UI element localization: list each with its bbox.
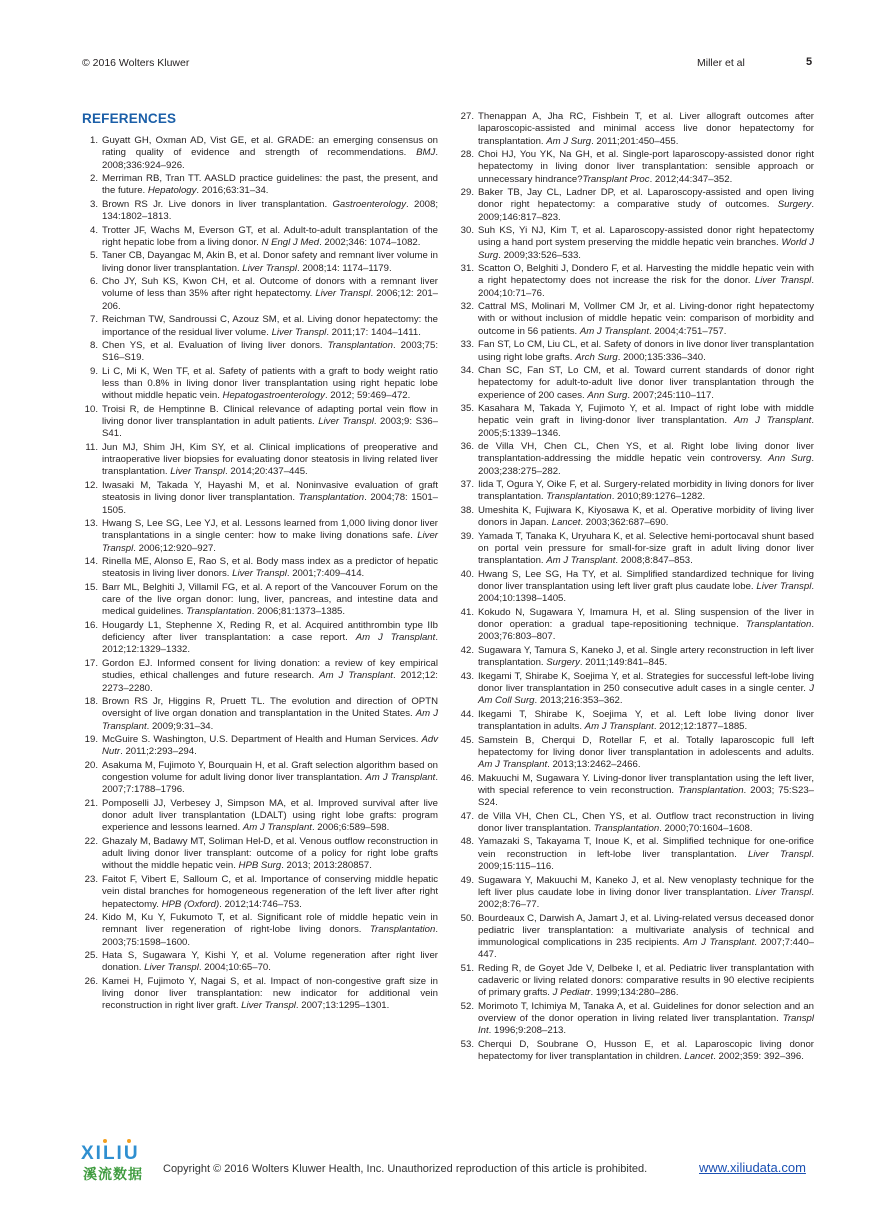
reference-item: [458, 263, 814, 300]
reference-text: Chen YS, et al. Evaluation of living liver donors.: [102, 340, 328, 352]
reference-item: [82, 518, 438, 555]
reference-number: 47.: [460, 810, 474, 822]
reference-number: 42.: [460, 644, 474, 656]
reference-number: 10.: [84, 403, 98, 415]
reference-item: [458, 607, 814, 644]
reference-item: [82, 276, 438, 313]
reference-citation: . 2008; 134:1802–1813.: [102, 198, 438, 223]
reference-item: [82, 340, 438, 365]
reference-citation: . 2006;81:1373–1385.: [251, 606, 346, 618]
reference-text: Samstein B, Cherqui D, Rotellar F, et al. Totally laparoscopic full left hepatectomy for living donor liver transplantation in adolescents and adults.: [478, 734, 814, 758]
reference-item: [82, 658, 438, 695]
reference-journal: J Am Coll Surg: [478, 683, 814, 707]
reference-number: 21.: [84, 797, 98, 809]
reference-journal: Ann Surg: [768, 453, 812, 465]
reference-text: Hougardy L1, Stephenne X, Reding R, et al. Acquired antithrombin type IIb deficiency after liver transplantation: a case report.: [102, 619, 438, 644]
reference-journal: BMJ: [416, 147, 436, 159]
reference-citation: . 2000;70:1604–1608.: [659, 822, 753, 834]
reference-item: [458, 963, 814, 1000]
reference-journal: Transplantation: [327, 340, 393, 352]
reference-item: [458, 836, 814, 873]
reference-journal: Liver Transpl: [102, 530, 438, 554]
reference-text: Trotter JF, Wachs M, Everson GT, et al. Adult-to-adult transplantation of the right hepatic lobe from a living donor.: [102, 224, 438, 248]
reference-citation: . 2013;13:2462–2466.: [547, 759, 641, 771]
reference-journal: Transplantation: [745, 619, 812, 631]
reference-text: Morimoto T, Ichimiya M, Tanaka A, et al. Guidelines for donor selection and an overview of the donor operation in living related liver transplantation.: [478, 1000, 814, 1025]
reference-citation: . 2001;7:409–414.: [286, 568, 365, 580]
reference-text: Guyatt GH, Oxman AD, Vist GE, et al. GRADE: an emerging consensus on rating quality of evidence and strength of recommendations.: [102, 135, 438, 159]
reference-citation: . 2007;13:1295–1301.: [295, 1000, 390, 1012]
reference-number: 31.: [460, 263, 474, 275]
reference-citation: . 2006;12:920–927.: [133, 542, 216, 554]
reference-item: [458, 365, 814, 402]
reference-item: [82, 798, 438, 835]
reference-citation: . 2009;9:31–34.: [146, 720, 214, 732]
reference-journal: Surgery: [546, 657, 580, 669]
reference-journal: Liver Transpl: [318, 416, 374, 428]
reference-citation: . 2004;78: 1501–1505.: [102, 492, 438, 516]
reference-citation: . 1996;9:208–213.: [488, 1025, 567, 1037]
reference-item: [82, 620, 438, 657]
reference-text: Yamazaki S, Takayama T, Inoue K, et al. Simplified technique for one-orifice vein reconstruction in left-lobe liver transplantation.: [478, 836, 814, 860]
reference-citation: . 1999;134:280–286.: [590, 987, 679, 999]
reference-item: [82, 912, 438, 949]
reference-journal: Am J Transplant: [683, 937, 755, 949]
reference-journal: Am J Transplant: [102, 708, 438, 732]
reference-number: 27.: [460, 111, 474, 122]
reference-item: [82, 314, 438, 339]
reference-citation: . 2012;12: 2273–2280.: [102, 670, 438, 694]
reference-text: Brown RS Jr. Live donors in liver transplantation.: [102, 198, 333, 210]
reference-number: 17.: [84, 658, 98, 669]
reference-citation: . 2002;346: 1074–1082.: [319, 236, 421, 248]
reference-journal: Liver Transpl: [756, 581, 812, 593]
reference-number: 6.: [89, 276, 98, 288]
reference-citation: . 2007;7:1788–1796.: [102, 772, 438, 796]
reference-journal: Am J Transplant: [579, 325, 650, 337]
reference-journal: Transplantation: [678, 784, 744, 796]
reference-number: 41.: [460, 606, 474, 618]
reference-text: Makuuchi M, Sugawara Y. Living-donor liver transplantation using the left liver, with special reference to vein reconstruction.: [478, 772, 814, 796]
reference-journal: Liver Transpl: [241, 1000, 296, 1012]
reference-citation: . 2002;8:76–77.: [478, 886, 814, 911]
reference-number: 43.: [460, 670, 474, 682]
reference-number: 39.: [460, 530, 474, 542]
reference-citation: . 2011;2:293–294.: [120, 746, 197, 758]
reference-text: Ikegami T, Shirabe K, Soejima Y, et al. Strategies for successful left-lobe living donor liver transplantation in 250 consecutive adult cases in a single center.: [478, 670, 814, 694]
reference-text: Cattral MS, Molinari M, Vollmer CM Jr, et al. Living-donor right hepatectomy with or without inclusion of middle hepatic vein: comparison of morbidity and outcome in 56 patients.: [478, 301, 814, 337]
reference-journal: Liver Transpl: [232, 568, 287, 580]
reference-citation: . 2012;44:347–352.: [649, 173, 733, 185]
reference-item: [82, 734, 438, 759]
reference-citation: . 2005;5:1339–1346.: [478, 415, 814, 439]
reference-journal: Am J Transplant: [733, 415, 812, 427]
reference-number: 22.: [84, 835, 98, 847]
reference-journal: Arch Surg: [575, 351, 618, 363]
reference-number: 51.: [460, 962, 474, 974]
reference-journal: Surgery: [777, 199, 812, 211]
reference-citation: . 2009;33:526–533.: [498, 249, 581, 261]
reference-journal: Am J Transplant: [319, 670, 393, 682]
reference-journal: Am J Transplant: [546, 555, 616, 567]
section-title: REFERENCES: [82, 111, 177, 126]
reference-number: 13.: [84, 518, 98, 530]
reference-journal: J Pediatr: [552, 987, 591, 999]
reference-number: 15.: [84, 581, 98, 593]
reference-text: Baker TB, Jay CL, Ladner DP, et al. Laparoscopy-assisted and open living donor right hepatectomy: a comparative study of outcomes.: [478, 187, 814, 211]
reference-number: 26.: [84, 975, 98, 987]
reference-journal: Liver Transpl: [242, 262, 298, 274]
reference-text: Iwasaki M, Takada Y, Hayashi M, et al. Noninvasive evaluation of graft steatosis in living donor liver transplantation.: [102, 480, 438, 504]
reference-journal: Adv Nutr: [102, 734, 438, 758]
reference-citation: . 2003;76:803–807.: [478, 619, 814, 643]
reference-citation: . 2010;89:1276–1282.: [611, 491, 706, 503]
reference-citation: . 2008;336:924–926.: [102, 147, 438, 171]
reference-item: [82, 442, 438, 479]
reference-number: 38.: [460, 505, 474, 517]
reference-citation: . 2006;12: 201–206.: [102, 288, 438, 312]
reference-item: [82, 976, 438, 1013]
reference-text: Hwang S, Lee SG, Lee YJ, et al. Lessons learned from 1,000 living donor liver transplantations in a single center: how to make living donations safe.: [102, 518, 438, 542]
running-header-copyright: © 2016 Wolters Kluwer: [82, 57, 190, 69]
reference-number: 18.: [84, 696, 98, 708]
reference-item: [458, 339, 814, 364]
reference-journal: Hepatogastroenterology: [222, 390, 325, 402]
reference-journal: World J Surg: [478, 237, 815, 261]
reference-citation: . 2003;9: S36–S41.: [102, 416, 438, 440]
reference-text: Cho JY, Suh KS, Kwon CH, et al. Outcome of donors with a remnant liver volume of less than 35% after right hepatectomy.: [102, 276, 438, 300]
reference-text: McGuire S. Washington, U.S. Department of Health and Human Services.: [102, 734, 422, 746]
reference-citation: . 2000;135:336–340.: [617, 351, 706, 363]
reference-number: 33.: [460, 339, 474, 351]
reference-item: [458, 479, 814, 504]
reference-number: 53.: [460, 1038, 474, 1050]
reference-text: Merriman RB, Tran TT. AASLD practice guidelines: the past, the present, and the future.: [102, 173, 438, 197]
reference-number: 50.: [460, 912, 474, 924]
reference-item: [458, 875, 814, 912]
reference-item: [82, 760, 438, 797]
reference-journal: Lancet: [684, 1051, 714, 1063]
reference-citation: . 2008;14: 1174–1179.: [297, 262, 392, 274]
reference-number: 32.: [460, 301, 474, 313]
reference-journal: Liver Transpl: [755, 886, 812, 898]
reference-journal: HPB Surg: [238, 860, 282, 872]
reference-citation: . 2007;245:110–117.: [627, 389, 714, 401]
reference-journal: Transplant Proc: [582, 173, 650, 185]
logo-chinese-text: 溪流数据: [83, 1166, 143, 1182]
reference-citation: . 2009;15:115–116.: [478, 848, 814, 872]
reference-citation: . 2003;75: S16–S19.: [102, 340, 438, 364]
reference-journal: HPB (Oxford): [161, 898, 220, 910]
xiliu-logo: [81, 1143, 159, 1185]
reference-journal: Liver Transpl: [315, 288, 371, 300]
reference-citation: . 2012;12:1877–1885.: [653, 721, 748, 733]
reference-citation: . 2003; 75:S23–S24.: [478, 784, 815, 809]
reference-journal: Transplantation: [369, 924, 436, 936]
reference-text: Reding R, de Goyet Jde V, Delbeke I, et al. Pediatric liver transplantation with cadaveric or living related donors: comparative results in 90 elective recipients of primary grafts.: [478, 962, 814, 999]
reference-journal: Am J Transplant: [365, 772, 436, 784]
reference-number: 11.: [85, 441, 98, 453]
reference-text: Chan SC, Fan ST, Lo CM, et al. Toward current standards of donor right hepatectomy for adult-to-adult live donor liver transplantation through the experience of 200 cases.: [478, 365, 814, 401]
reference-text: Kamei H, Fujimoto Y, Nagai S, et al. Impact of non-congestive graft size in living donor liver transplantation: new indicator for additional vein reconstruction in right liver graft.: [102, 975, 438, 1012]
reference-number: 44.: [460, 708, 474, 720]
reference-citation: . 2004;10:71–76.: [478, 275, 814, 299]
reference-citation: . 2011;201:450–455.: [591, 135, 679, 147]
logo-latin-text: XILIU: [81, 1143, 140, 1164]
reference-journal: Transpl Int: [478, 1013, 814, 1037]
reference-journal: Liver Transpl: [754, 275, 812, 287]
reference-item: [458, 811, 814, 836]
reference-text: Suh KS, Yi NJ, Kim T, et al. Laparoscopy-assisted donor right hepatectomy using a hand port system preserving the middle hepatic vein branches.: [478, 225, 814, 249]
reference-item: [82, 950, 438, 975]
reference-text: Jun MJ, Shim JH, Kim SY, et al. Clinical implications of preoperative and intraoperative liver biopsies for evaluating donor steatosis in living related liver transplantation.: [102, 441, 438, 478]
reference-item: [82, 696, 438, 733]
reference-text: Kasahara M, Takada Y, Fujimoto Y, et al. Impact of right lobe with middle hepatic vein graft in living-donor liver transplantation.: [478, 403, 814, 427]
reference-journal: Liver Transpl: [144, 962, 199, 974]
reference-citation: . 2011;17: 1404–1411.: [326, 326, 421, 338]
reference-journal: Am J Surg: [546, 135, 592, 147]
reference-item: [458, 531, 814, 568]
reference-number: 45.: [460, 734, 474, 746]
reference-journal: Am J Transplant: [584, 721, 654, 733]
reference-text: Sugawara Y, Tamura S, Kaneko J, et al. Single artery reconstruction in left liver transplantation.: [478, 644, 814, 669]
reference-number: 28.: [460, 149, 474, 161]
reference-citation: . 2003;238:275–282.: [478, 453, 814, 477]
reference-number: 46.: [460, 772, 474, 784]
reference-text: Taner CB, Dayangac M, Akin B, et al. Donor safety and remnant liver volume in living donor liver transplantation.: [102, 250, 438, 274]
reference-citation: . 2008;8:847–853.: [615, 555, 693, 567]
reference-text: Scatton O, Belghiti J, Dondero F, et al. Harvesting the middle hepatic vein with a right hepatectomy does not increase the risk for the donor.: [478, 263, 814, 287]
reference-number: 8.: [89, 340, 98, 352]
reference-number: 24.: [84, 912, 98, 924]
reference-item: [458, 187, 814, 224]
reference-journal: Liver Transpl: [170, 466, 226, 478]
reference-text: Sugawara Y, Makuuchi M, Kaneko J, et al. New venoplasty technique for the left liver plus caudate lobe in living donor liver transplantation.: [478, 874, 814, 898]
reference-text: Li C, Mi K, Wen TF, et al. Safety of patients with a graft to body weight ratio less than 0.8% in living donor liver transplantation using right hepatic lobe without middle hepatic vein.: [102, 365, 438, 402]
reference-text: Rinella ME, Alonso E, Rao S, et al. Body mass index as a predictor of hepatic steatosis in living liver donors.: [102, 556, 438, 580]
reference-item: [82, 250, 438, 275]
reference-citation: . 2011;149:841–845.: [579, 657, 668, 669]
reference-number: 4.: [89, 224, 98, 236]
reference-text: Pomposelli JJ, Verbesey J, Simpson MA, et al. Improved survival after live donor adult liver transplantation (LDALT) using right lobe grafts: program experience and lessons learned.: [102, 797, 438, 834]
reference-number: 52.: [460, 1000, 474, 1012]
reference-number: 36.: [460, 441, 474, 453]
reference-number: 49.: [460, 874, 474, 886]
reference-journal: Liver Transpl: [271, 326, 327, 338]
reference-citation: . 2004;10:65–70.: [198, 962, 271, 974]
reference-citation: . 2012;14:746–753.: [219, 898, 302, 910]
reference-item: [458, 735, 814, 772]
reference-text: Brown RS Jr, Higgins R, Pruett TL. The evolution and direction of OPTN oversight of live organ donation and transplantation in the United States.: [102, 696, 438, 720]
reference-number: 23.: [84, 874, 98, 886]
reference-text: Umeshita K, Fujiwara K, Kiyosawa K, et al. Operative morbidity of living liver donors in Japan.: [478, 505, 814, 529]
reference-item: [82, 135, 438, 172]
reference-number: 16.: [84, 619, 98, 631]
reference-citation: . 2014;20:437–445.: [225, 466, 308, 478]
reference-number: 40.: [460, 568, 474, 580]
reference-citation: . 2013; 2013:280857.: [281, 860, 372, 872]
reference-number: 35.: [460, 403, 474, 415]
reference-journal: Gastroenterology: [332, 198, 407, 210]
reference-number: 20.: [84, 759, 98, 771]
reference-text: de Villa VH, Chen CL, Chen YS, et al. Outflow tract reconstruction in living donor liver transplantation.: [478, 810, 814, 834]
reference-item: [458, 569, 814, 606]
reference-number: 19.: [84, 734, 98, 746]
reference-item: [458, 505, 814, 530]
reference-number: 3.: [89, 198, 98, 210]
reference-citation: . 2004;4:751–757.: [649, 325, 727, 337]
reference-number: 9.: [89, 365, 98, 377]
reference-text: Fan ST, Lo CM, Liu CL, et al. Safety of donors in live donor liver transplantation using right lobe grafts.: [478, 339, 814, 363]
reference-item: [458, 913, 814, 962]
reference-journal: Hepatology: [147, 185, 197, 197]
reference-text: Ikegami T, Shirabe K, Soejima Y, et al. Left lobe living donor liver transplantation in adults.: [478, 708, 814, 733]
reference-number: 1.: [89, 135, 98, 146]
reference-journal: Liver Transpl: [748, 848, 812, 860]
reference-citation: . 2007;7:440–447.: [478, 937, 814, 961]
reference-citation: . 2016;63:31–34.: [196, 185, 269, 197]
reference-item: [82, 480, 438, 517]
reference-item: [458, 773, 814, 810]
reference-text: Bourdeaux C, Darwish A, Jamart J, et al. Living-related versus deceased donor pediatric liver transplantation: a multivariate analysis of technical and immunological complications in 235 recipients.: [478, 912, 814, 949]
reference-text: Asakuma M, Fujimoto Y, Bourquain H, et al. Graft selection algorithm based on congestion volume for adult living donor liver transplantation.: [102, 759, 438, 784]
reference-citation: . 2002;359: 392–396.: [713, 1051, 804, 1063]
reference-citation: . 2012;12:1329–1332.: [102, 632, 438, 656]
reference-number: 25.: [84, 950, 98, 962]
reference-text: Kokudo N, Sugawara Y, Imamura H, et al. Sling suspension of the liver in donor operation: a gradual tape-repositioning technique.: [478, 606, 814, 631]
page-number: 5: [806, 56, 813, 68]
reference-text: Iida T, Ogura Y, Oike F, et al. Surgery-related morbidity in living donors for liver transplantation.: [478, 479, 814, 503]
reference-text: Barr ML, Belghiti J, Villamil FG, et al. A report of the Vancouver Forum on the care of the live organ donor: lung, liver, pancreas, and intestine data and medical guidelines.: [102, 581, 438, 618]
reference-citation: . 2013;216:353–362.: [534, 695, 623, 707]
reference-journal: Ann Surg: [587, 389, 628, 401]
reference-item: [82, 404, 438, 441]
reference-text: Kido M, Ku Y, Fukumoto T, et al. Significant role of middle hepatic vein in remnant liver regeneration of right-lobe living donors.: [102, 912, 438, 936]
reference-text: Choi HJ, You YK, Na GH, et al. Single-port laparoscopy-assisted donor right hepatectomy in living donor liver transplantation: sensible approach or unnecessary hindrance?: [478, 149, 814, 185]
reference-item: [82, 199, 438, 224]
reference-citation: . 2009;146:817–823.: [478, 199, 814, 223]
running-header-author: Miller et al: [697, 57, 745, 69]
reference-text: Reichman TW, Sandroussi C, Azouz SM, et al. Living donor hepatectomy: the importance of the residual liver volume.: [102, 314, 438, 338]
reference-text: Yamada T, Tanaka K, Uryuhara K, et al. Selective hemi-portocaval shunt based on portal vein pressure for small-for-size graft in adult living donor liver transplantation.: [478, 530, 814, 567]
reference-item: [458, 1039, 814, 1064]
reference-text: de Villa VH, Chen CL, Chen YS, et al. Right lobe living donor liver transplantation-addressing the middle hepatic vein controversy.: [478, 441, 814, 465]
reference-item: [458, 645, 814, 670]
reference-number: 12.: [84, 480, 98, 492]
reference-number: 7.: [89, 314, 98, 326]
reference-citation: . 2003;362:687–690.: [580, 517, 669, 529]
reference-text: Gordon EJ. Informed consent for living donation: a review of key empirical studies, ethical challenges and future research.: [102, 658, 438, 682]
references-left-column: [82, 135, 438, 1014]
references-right-column: [458, 111, 814, 1065]
reference-citation: . 2003;75:1598–1600.: [102, 924, 438, 948]
reference-number: 37.: [460, 479, 474, 491]
reference-journal: Am J Transplant: [478, 759, 548, 771]
reference-item: [458, 111, 814, 148]
reference-item: [82, 836, 438, 873]
reference-item: [82, 173, 438, 198]
reference-item: [458, 441, 814, 478]
reference-text: Faitot F, Vibert E, Salloum C, et al. Importance of conserving middle hepatic vein distal branches for homogeneous regeneration of the left liver after right hepatectomy.: [102, 874, 438, 910]
reference-item: [458, 1001, 814, 1038]
reference-text: Troisi R, de Hemptinne B. Clinical relevance of adapting portal vein flow in living donor liver transplantation in adult patients.: [102, 403, 438, 428]
reference-number: 29.: [460, 187, 474, 199]
reference-number: 2.: [89, 173, 98, 185]
reference-number: 30.: [460, 225, 474, 237]
reference-journal: Transplantation: [546, 491, 612, 503]
reference-item: [458, 403, 814, 440]
reference-number: 48.: [460, 836, 474, 848]
reference-citation: . 2012; 59:469–472.: [324, 390, 411, 402]
reference-number: 34.: [460, 365, 474, 377]
reference-journal: N Engl J Med: [261, 236, 320, 248]
reference-item: [82, 874, 438, 911]
reference-journal: Lancet: [551, 517, 581, 529]
reference-item: [82, 366, 438, 403]
reference-item: [458, 709, 814, 734]
reference-journal: Am J Transplant: [355, 632, 436, 644]
reference-item: [82, 582, 438, 619]
reference-text: Hata S, Sugawara Y, Kishi Y, et al. Volume regeneration after right liver donation.: [102, 950, 438, 974]
reference-citation: . 2006;6:589–598.: [311, 822, 390, 834]
reference-journal: Transplantation: [298, 492, 365, 504]
reference-item: [458, 149, 814, 186]
reference-journal: Transplantation: [186, 606, 252, 618]
reference-item: [82, 556, 438, 581]
reference-number: 14.: [84, 556, 98, 568]
reference-citation: . 2004;10:1398–1405.: [478, 581, 814, 605]
footer-copyright: Copyright © 2016 Wolters Kluwer Health, Inc. Unauthorized reproduction of this article is prohibited.: [163, 1163, 648, 1175]
reference-text: Ghazaly M, Badawy MT, Soliman Hel-D, et al. Venous outflow reconstruction in adult living donor liver transplant: outcome of a policy for right lobe grafts without the middle hepatic vein.: [102, 835, 438, 872]
reference-journal: Transplantation: [593, 822, 660, 834]
reference-journal: Am J Transplant: [242, 822, 312, 834]
reference-item: [458, 301, 814, 338]
footer-url-link[interactable]: www.xiliudata.com: [699, 1160, 806, 1175]
reference-text: Hwang S, Lee SG, Ha TY, et al. Simplified standardized technique for living donor liver transplantation using left liver graft plus caudate lobe.: [478, 568, 814, 593]
reference-item: [458, 671, 814, 708]
reference-text: Thenappan A, Jha RC, Fishbein T, et al. Liver allograft outcomes after laparoscopic-assisted and minimal access live donor hepatectomy for transplantation.: [478, 111, 814, 147]
reference-number: 5.: [89, 250, 98, 262]
reference-item: [82, 225, 438, 250]
reference-text: Cherqui D, Soubrane O, Husson E, et al. Laparoscopic living donor hepatectomy for liver transplantation in children.: [478, 1038, 814, 1063]
reference-item: [458, 225, 814, 262]
